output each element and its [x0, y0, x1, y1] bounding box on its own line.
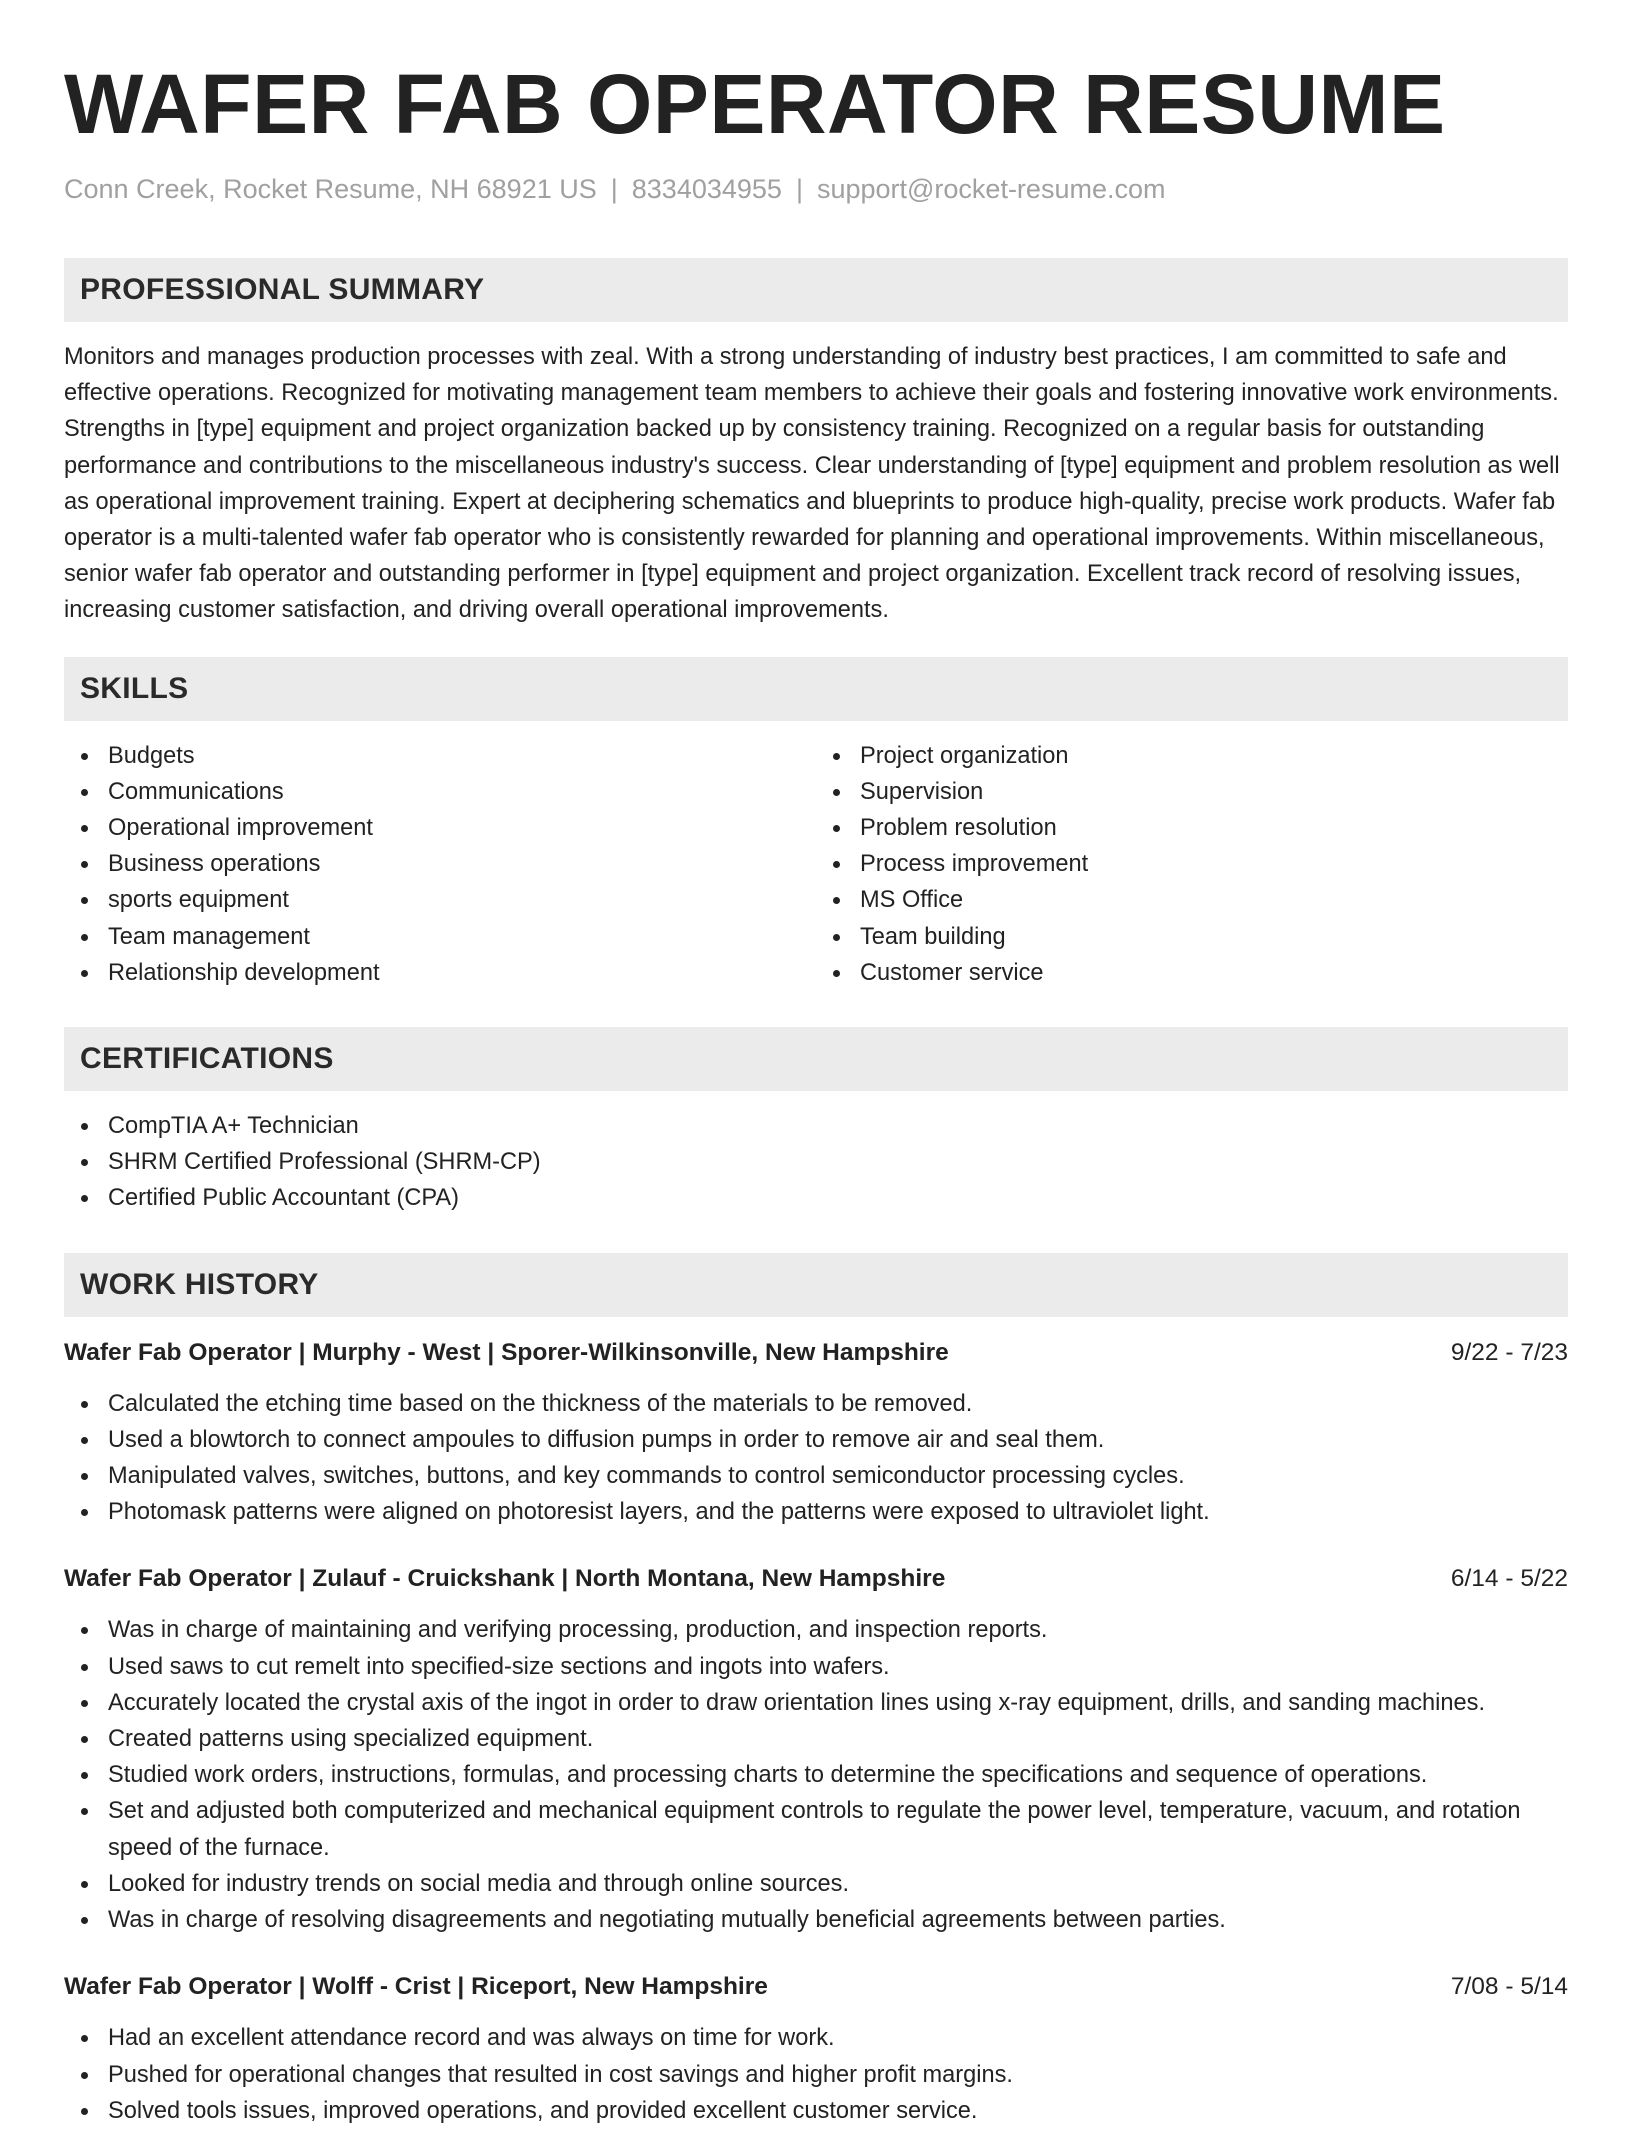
certification-item: Certified Public Accountant (CPA): [108, 1180, 1568, 1216]
resume-page: [64, 0, 1568, 2129]
job-bullet: Calculated the etching time based on the thickness of the materials to be removed.: [108, 1386, 1568, 1422]
job-bullets: [64, 1612, 1568, 1938]
job-title: Wafer Fab Operator | Zulauf - Cruickshank | North Montana, New Hampshire: [64, 1565, 946, 1593]
skill-item: sports equipment: [108, 882, 816, 918]
job-header: [64, 1336, 1568, 1370]
skill-item: MS Office: [860, 882, 1568, 918]
section-heading-certifications: CERTIFICATIONS: [64, 1027, 1568, 1091]
job-header: [64, 1562, 1568, 1596]
certification-item: CompTIA A+ Technician: [108, 1108, 1568, 1144]
job-title: Wafer Fab Operator | Murphy - West | Sporer-Wilkinsonville, New Hampshire: [64, 1338, 949, 1366]
job-bullet: Had an excellent attendance record and was always on time for work.: [108, 2020, 1568, 2056]
job-bullets: [64, 2020, 1568, 2129]
skill-item: Communications: [108, 774, 816, 810]
job-bullet: Manipulated valves, switches, buttons, and key commands to control semiconductor processing cycles.: [108, 1458, 1568, 1494]
job-bullet: Looked for industry trends on social media and through online sources.: [108, 1866, 1568, 1902]
contact-phone: 8334034955: [631, 174, 782, 204]
job-bullet: Accurately located the crystal axis of the ingot in order to draw orientation lines using x-ray equipment, drills, and sanding machines.: [108, 1685, 1568, 1721]
job-bullet: Used saws to cut remelt into specified-size sections and ingots into wafers.: [108, 1649, 1568, 1685]
job-bullet: Pushed for operational changes that resulted in cost savings and higher profit margins.: [108, 2057, 1568, 2093]
job-dates: 6/14 - 5/22: [1450, 1565, 1568, 1593]
skill-item: Supervision: [860, 774, 1568, 810]
skill-item: Relationship development: [108, 955, 816, 991]
job-entry: [64, 1970, 1568, 2129]
skill-item: Operational improvement: [108, 810, 816, 846]
job-bullet: Used a blowtorch to connect ampoules to diffusion pumps in order to remove air and seal them.: [108, 1422, 1568, 1458]
job-dates: 7/08 - 5/14: [1450, 1973, 1568, 2001]
skill-item: Business operations: [108, 846, 816, 882]
certification-item: SHRM Certified Professional (SHRM-CP): [108, 1144, 1568, 1180]
job-dates: 9/22 - 7/23: [1450, 1338, 1568, 1366]
skill-item: Budgets: [108, 738, 816, 774]
contact-separator: |: [610, 174, 618, 204]
job-title: Wafer Fab Operator | Wolff - Crist | Riceport, New Hampshire: [64, 1973, 768, 2001]
skills-column-right: [816, 738, 1568, 991]
skill-item: Process improvement: [860, 846, 1568, 882]
job-bullets: [64, 1386, 1568, 1531]
skill-item: Customer service: [860, 955, 1568, 991]
skill-item: Problem resolution: [860, 810, 1568, 846]
job-bullet: Was in charge of maintaining and verifying processing, production, and inspection reports.: [108, 1612, 1568, 1648]
certification-list: [64, 1108, 1568, 1217]
contact-email: support@rocket-resume.com: [816, 174, 1166, 204]
skills-grid: [64, 738, 1568, 991]
job-header: [64, 1970, 1568, 2004]
skills-column-left: [64, 738, 816, 991]
job-bullet: Set and adjusted both computerized and mechanical equipment controls to regulate the power level, temperature, vacuum, and rotation speed of the furnace.: [108, 1793, 1568, 1865]
section-heading-summary: PROFESSIONAL SUMMARY: [64, 258, 1568, 322]
job-bullet: Studied work orders, instructions, formulas, and processing charts to determine the specifications and sequence of operations.: [108, 1757, 1568, 1793]
summary-text: Monitors and manages production processes with zeal. With a strong understanding of industry best practices, I am committed to safe and effective operations. Recognized for motivating management team members to achieve their goals and fostering innovative work environments. Strengths in [type] equipment and project organization backed up by consistency training. Recognized on a regular basis for outstanding performance and contributions to the miscellaneous industry's success. Clear understanding of [type] equipment and problem resolution as well as operational improvement training. Expert at deciphering schematics and blueprints to produce high-quality, precise work products. Wafer fab operator is a multi-talented wafer fab operator who is consistently rewarded for planning and operational improvements. Within miscellaneous, senior wafer fab operator and outstanding performer in [type] equipment and project organization. Excellent track record of resolving issues, increasing customer satisfaction, and driving overall operational improvements.: [64, 344, 1560, 624]
contact-separator: |: [795, 174, 803, 204]
section-heading-work-history: WORK HISTORY: [64, 1253, 1568, 1317]
job-bullet: Photomask patterns were aligned on photoresist layers, and the patterns were exposed to ultraviolet light.: [108, 1494, 1568, 1530]
contact-line: [64, 172, 1568, 206]
job-bullet: Was in charge of resolving disagreements and negotiating mutually beneficial agreements between parties.: [108, 1902, 1568, 1938]
contact-address: Conn Creek, Rocket Resume, NH 68921 US: [64, 174, 597, 204]
section-heading-skills: SKILLS: [64, 657, 1568, 721]
job-entry: [64, 1336, 1568, 1531]
skill-item: Project organization: [860, 738, 1568, 774]
resume-title: WAFER FAB OPERATOR RESUME: [64, 57, 1446, 151]
job-bullet: Solved tools issues, improved operations, and provided excellent customer service.: [108, 2093, 1568, 2129]
job-entry: [64, 1562, 1568, 1938]
skill-item: Team management: [108, 919, 816, 955]
job-bullet: Created patterns using specialized equipment.: [108, 1721, 1568, 1757]
skill-item: Team building: [860, 919, 1568, 955]
